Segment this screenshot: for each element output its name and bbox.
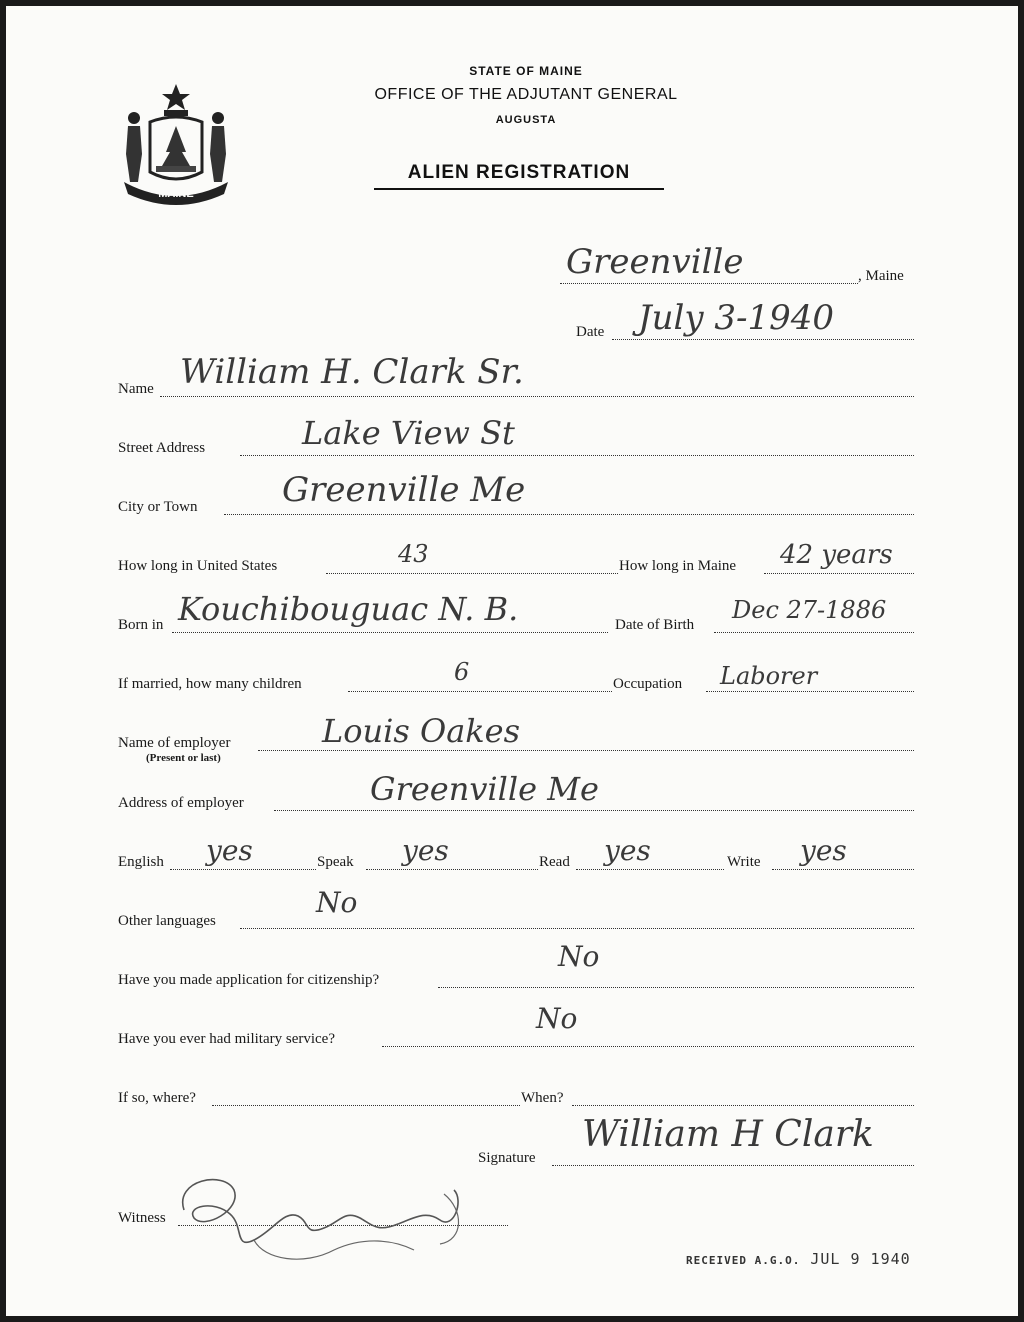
town-value: Greenville (566, 242, 744, 282)
where-label: If so, where? (118, 1090, 196, 1106)
name-label: Name (118, 381, 154, 397)
employer-sub-label: (Present or last) (146, 752, 221, 764)
date-value: July 3-1940 (638, 298, 835, 338)
signature-value: William H Clark (582, 1114, 874, 1155)
street-value: Lake View St (302, 414, 515, 452)
employer-address-label: Address of employer (118, 795, 244, 811)
maine-label: How long in Maine (619, 558, 737, 574)
when-label: When? (521, 1090, 564, 1106)
received-stamp (686, 1250, 911, 1268)
town-suffix: , Maine (858, 268, 904, 284)
city-label: City or Town (118, 499, 198, 515)
citizenship-label: Have you made application for citizenship? (118, 972, 380, 988)
maine-value: 42 years (780, 540, 893, 570)
registration-form (6, 6, 1018, 1316)
city-line (224, 514, 914, 515)
born-label: Born in (118, 617, 164, 633)
svg-text:MAINE: MAINE (158, 188, 194, 200)
city-heading: AUGUSTA (495, 114, 557, 126)
other-languages-label: Other languages (118, 913, 216, 929)
stamp-date: JUL 9 1940 (810, 1250, 911, 1268)
where-line (212, 1105, 520, 1106)
children-line (348, 691, 612, 692)
maine-seal-icon (120, 82, 232, 206)
other-languages-line (240, 928, 914, 929)
signature-line (552, 1165, 914, 1166)
military-value: No (536, 1002, 578, 1035)
read-value: yes (604, 834, 651, 867)
date-label: Date (576, 324, 605, 340)
citizenship-value: No (558, 940, 600, 973)
witness-signature-icon (164, 1170, 484, 1266)
date-line (612, 339, 914, 340)
us-line (326, 573, 618, 574)
military-line (382, 1046, 914, 1047)
state-heading: STATE OF MAINE (469, 64, 583, 78)
occupation-label: Occupation (613, 676, 683, 692)
born-line (172, 632, 608, 633)
employer-address-line (274, 810, 914, 811)
employer-value: Louis Oakes (322, 712, 521, 750)
speak-line (366, 869, 538, 870)
dob-label: Date of Birth (615, 617, 695, 633)
dob-line (714, 632, 914, 633)
stamp-prefix: RECEIVED A.G.O. (686, 1254, 801, 1267)
city-value: Greenville Me (282, 470, 526, 510)
name-line (160, 396, 914, 397)
citizenship-line (438, 987, 914, 988)
children-value: 6 (454, 658, 470, 686)
read-line (576, 869, 724, 870)
english-value: yes (206, 834, 253, 867)
town-line (560, 283, 858, 284)
when-line (572, 1105, 914, 1106)
military-label: Have you ever had military service? (118, 1031, 335, 1047)
dob-value: Dec 27-1886 (732, 596, 887, 624)
office-heading: OFFICE OF THE ADJUTANT GENERAL (374, 86, 678, 103)
street-label: Street Address (118, 440, 206, 456)
speak-label: Speak (317, 854, 354, 870)
street-line (240, 455, 914, 456)
other-languages-value: No (316, 886, 358, 919)
maine-line (764, 573, 914, 574)
name-value: William H. Clark Sr. (180, 352, 524, 392)
write-value: yes (800, 834, 847, 867)
children-label: If married, how many children (118, 676, 302, 692)
occupation-line (706, 691, 914, 692)
write-line (772, 869, 914, 870)
employer-label: Name of employer (118, 735, 231, 751)
english-line (170, 869, 316, 870)
english-label: English (118, 854, 164, 870)
occupation-value: Laborer (720, 662, 818, 690)
signature-label: Signature (478, 1150, 536, 1166)
write-label: Write (727, 854, 761, 870)
employer-address-value: Greenville Me (370, 770, 599, 808)
speak-value: yes (402, 834, 449, 867)
employer-line (258, 750, 914, 751)
us-label: How long in United States (118, 558, 278, 574)
witness-label: Witness (118, 1210, 166, 1226)
form-title: ALIEN REGISTRATION (374, 162, 664, 190)
born-value: Kouchibouguac N. B. (178, 590, 519, 628)
read-label: Read (539, 854, 570, 870)
us-value: 43 (398, 540, 429, 568)
